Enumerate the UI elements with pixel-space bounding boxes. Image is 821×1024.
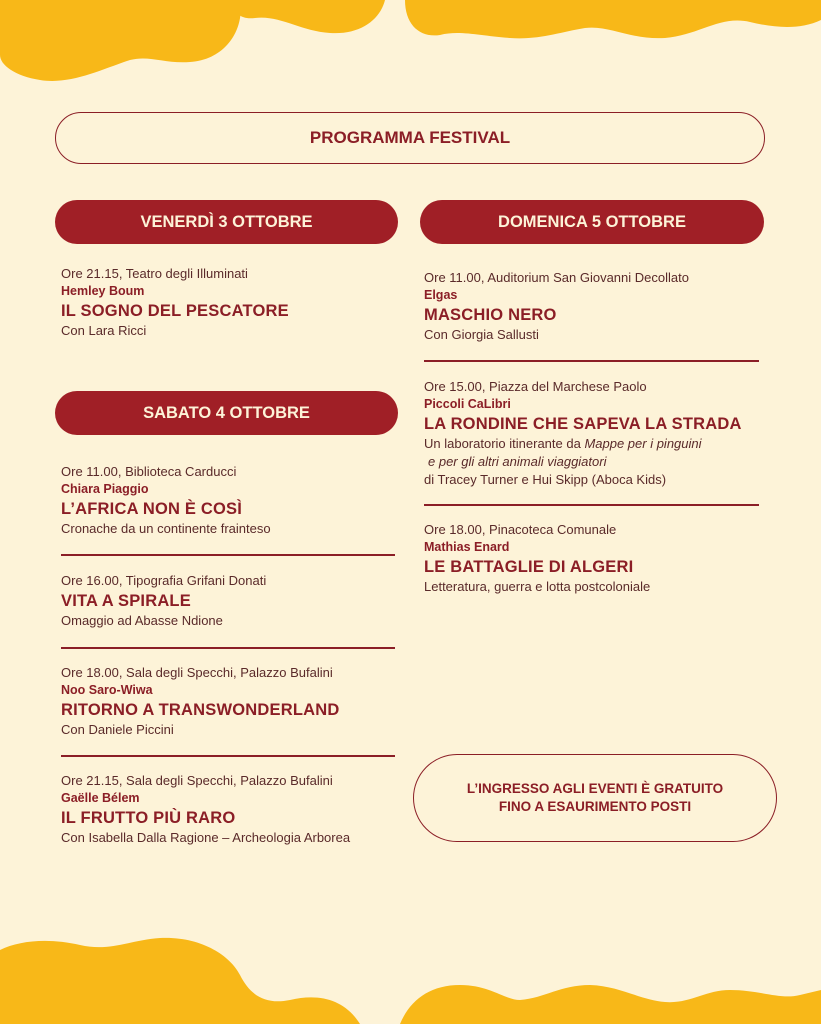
event-author: Elgas [424, 288, 458, 302]
event-time-place: Ore 18.00, Pinacoteca Comunale [424, 522, 617, 537]
event-time-place: Ore 11.00, Auditorium San Giovanni Decollato [424, 270, 689, 285]
book-title-continued: e per gli altri animali viaggiatori [428, 454, 607, 469]
description-text: Un laboratorio itinerante da [424, 436, 585, 451]
note-line-2: FINO A ESAURIMENTO POSTI [498, 799, 692, 814]
event-description: Omaggio ad Abasse Ndione [61, 613, 223, 628]
event-saturday-1 [61, 463, 401, 538]
event-time-place: Ore 11.00, Biblioteca Carducci [61, 464, 237, 479]
divider [424, 360, 759, 362]
divider [424, 504, 759, 506]
event-friday-1 [61, 265, 391, 340]
day-pill-sunday [420, 200, 764, 244]
event-author: Piccoli CaLibri [424, 397, 511, 411]
event-author: Gaëlle Bélem [61, 791, 140, 805]
event-author: Hemley Boum [61, 284, 145, 298]
header-title-pill [55, 112, 765, 164]
description-credits: di Tracey Turner e Hui Skipp (Aboca Kids) [424, 472, 667, 487]
event-time-place: Ore 21.15, Sala degli Specchi, Palazzo Bufalini [61, 773, 333, 788]
event-title: LE BATTAGLIE DI ALGERI [424, 558, 634, 576]
event-description: Con Lara Ricci [61, 323, 147, 338]
event-author: Chiara Piaggio [61, 482, 149, 496]
event-description: Con Isabella Dalla Ragione – Archeologia Arborea [61, 830, 351, 845]
event-title: RITORNO A TRANSWONDERLAND [61, 701, 340, 719]
day-pill-friday [55, 200, 398, 244]
event-saturday-4 [61, 772, 406, 847]
divider [61, 554, 395, 556]
event-author: Mathias Enard [424, 540, 510, 554]
day-label: SABATO 4 OTTOBRE [143, 403, 310, 422]
day-label: DOMENICA 5 OTTOBRE [498, 212, 686, 231]
event-title: L’AFRICA NON È COSÌ [61, 500, 243, 518]
book-title: Mappe per i pinguini [584, 436, 702, 451]
event-sunday-3 [424, 521, 764, 596]
event-time-place: Ore 15.00, Piazza del Marchese Paolo [424, 379, 647, 394]
event-time-place: Ore 16.00, Tipografia Grifani Donati [61, 573, 267, 588]
event-description: Cronache da un continente frainteso [61, 521, 271, 536]
free-entry-note [413, 754, 777, 842]
event-title: IL FRUTTO PIÙ RARO [61, 809, 236, 827]
event-description: Con Giorgia Sallusti [424, 327, 539, 342]
divider [61, 755, 395, 757]
event-author: Noo Saro-Wiwa [61, 683, 153, 697]
page-title: PROGRAMMA FESTIVAL [309, 128, 511, 147]
event-title: VITA A SPIRALE [61, 592, 191, 610]
day-pill-saturday [55, 391, 398, 435]
event-time-place: Ore 18.00, Sala degli Specchi, Palazzo Bufalini [61, 665, 333, 680]
event-title: MASCHIO NERO [424, 306, 557, 324]
event-saturday-3 [61, 664, 406, 739]
event-sunday-2 [424, 378, 764, 489]
note-line-1: L’INGRESSO AGLI EVENTI È GRATUITO [466, 781, 724, 796]
event-saturday-2 [61, 572, 401, 630]
day-label: VENERDÌ 3 OTTOBRE [140, 212, 313, 231]
event-time-place: Ore 21.15, Teatro degli Illuminati [61, 266, 248, 281]
event-description: Con Daniele Piccini [61, 722, 174, 737]
event-title: IL SOGNO DEL PESCATORE [61, 302, 289, 320]
event-description [424, 435, 764, 489]
event-sunday-1 [424, 269, 764, 344]
event-title: LA RONDINE CHE SAPEVA LA STRADA [424, 415, 742, 433]
divider [61, 647, 395, 649]
event-description: Letteratura, guerra e lotta postcoloniale [424, 579, 651, 594]
